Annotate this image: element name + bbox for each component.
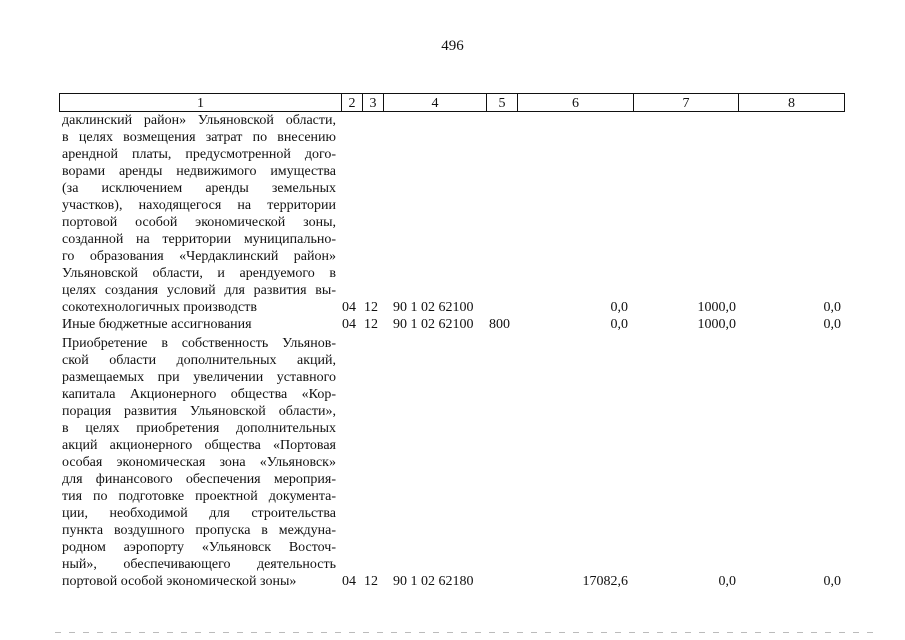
text-line: в целях приобретения дополнительных xyxy=(62,421,336,436)
text-line: для финансового обеспечения мероприя- xyxy=(62,472,336,487)
text-line: ворами аренды недвижимого имущества xyxy=(62,164,336,179)
text-line: ции, необходимой для строительства xyxy=(62,506,336,521)
row-2-target-code: 90 1 02 62100 xyxy=(393,317,474,332)
row-3-target-code: 90 1 02 62180 xyxy=(393,574,474,589)
row-1-name xyxy=(62,112,336,316)
header-col-2: 2 xyxy=(348,96,356,111)
header-col-7: 7 xyxy=(682,96,690,111)
header-col-3: 3 xyxy=(369,96,377,111)
text-line: даклинский район» Ульяновской области, xyxy=(62,113,336,128)
text-line: родном аэропорту «Ульяновск Восточ- xyxy=(62,540,336,555)
text-line: Иные бюджетные ассигнования xyxy=(62,317,252,332)
row-1-col-6: 0,0 xyxy=(610,300,628,315)
text-line: портовой особой экономической зоны» xyxy=(62,574,297,589)
text-line: участков), находящегося на территории xyxy=(62,198,336,213)
text-line: пункта воздушного пропуска в междуна- xyxy=(62,523,336,538)
row-1-col-8: 0,0 xyxy=(823,300,841,315)
header-col-8: 8 xyxy=(788,96,795,111)
scan-artifact-line xyxy=(55,632,875,633)
text-line: (за исключением аренды земельных xyxy=(62,181,336,196)
header-col-5: 5 xyxy=(498,96,506,111)
text-line: ской области дополнительных акций, xyxy=(62,353,336,368)
text-line: целях создания условий для развития вы- xyxy=(62,283,336,298)
text-line: го образования «Чердаклинский район» xyxy=(62,249,336,264)
header-col-1: 1 xyxy=(197,96,204,111)
row-1-subsection: 12 xyxy=(364,300,378,315)
row-2-name xyxy=(62,316,336,333)
row-3-col-6: 17082,6 xyxy=(582,574,628,589)
text-line: ный», обеспечивающего деятельность xyxy=(62,557,336,572)
row-1-col-7: 1000,0 xyxy=(697,300,736,315)
header-col-4: 4 xyxy=(431,96,439,111)
row-3-name xyxy=(62,335,336,590)
text-line: размещаемых при увеличении уставного xyxy=(62,370,336,385)
text-line: капитала Акционерного общества «Кор- xyxy=(62,387,336,402)
page-number: 496 xyxy=(441,38,464,54)
row-2-section: 04 xyxy=(342,317,356,332)
row-2-subsection: 12 xyxy=(364,317,378,332)
text-line: сокотехнологичных производств xyxy=(62,300,257,315)
text-line: тия по подготовке проектной документа- xyxy=(62,489,336,504)
row-3-subsection: 12 xyxy=(364,574,378,589)
text-line: Приобретение в собственность Ульянов- xyxy=(62,336,336,351)
text-line: акций акционерного общества «Портовая xyxy=(62,438,336,453)
text-line: портовой особой экономической зоны, xyxy=(62,215,336,230)
text-line: порация развития Ульяновской области», xyxy=(62,404,336,419)
text-line: Ульяновской области, и арендуемого в xyxy=(62,266,336,281)
row-3-section: 04 xyxy=(342,574,356,589)
row-3-col-8: 0,0 xyxy=(823,574,841,589)
header-col-6: 6 xyxy=(572,96,579,111)
row-2-col-6: 0,0 xyxy=(610,317,628,332)
table-header xyxy=(59,93,845,112)
text-line: арендной платы, предусмотренной дого- xyxy=(62,147,336,162)
text-line: созданной на территории муниципально- xyxy=(62,232,336,247)
row-2-col-8: 0,0 xyxy=(823,317,841,332)
row-2-col-7: 1000,0 xyxy=(697,317,736,332)
row-1-target-code: 90 1 02 62100 xyxy=(393,300,474,315)
row-1-section: 04 xyxy=(342,300,356,315)
row-3-col-7: 0,0 xyxy=(718,574,736,589)
text-line: в целях возмещения затрат по внесению xyxy=(62,130,336,145)
row-2-expense-type: 800 xyxy=(489,317,510,332)
text-line: особая экономическая зона «Ульяновск» xyxy=(62,455,336,470)
